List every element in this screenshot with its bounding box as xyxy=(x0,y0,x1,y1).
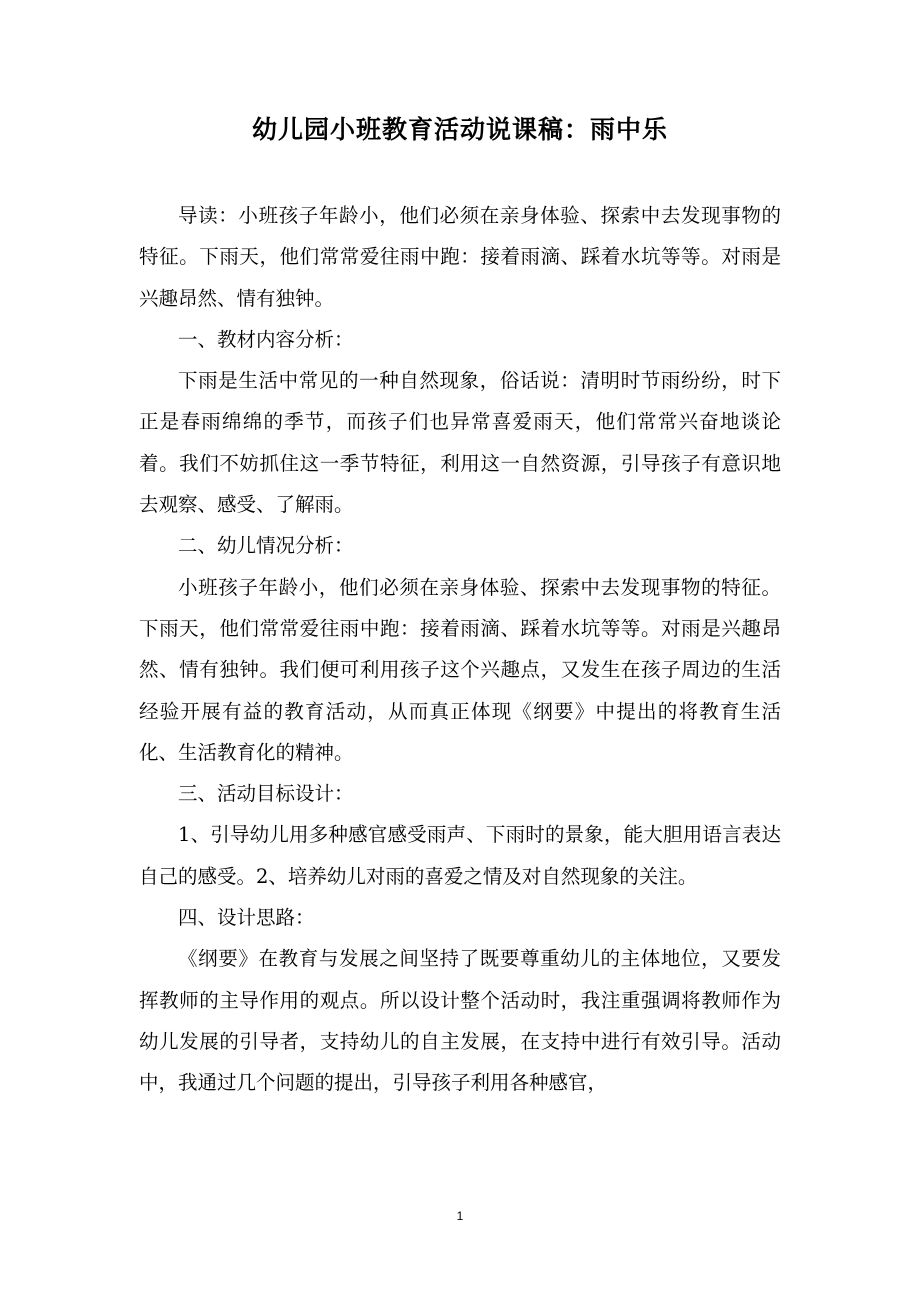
paragraph-intro: 导读：小班孩子年龄小，他们必须在亲身体验、探索中去发现事物的特征。下雨天，他们常常爱往雨中跑：接着雨滴、踩着水坑等等。对雨是兴趣昂然、情有独钟。 xyxy=(139,204,781,310)
section-heading-child-analysis: 二、幼儿情况分析： xyxy=(178,534,354,558)
page-title: 幼儿园小班教育活动说课稿：雨中乐 xyxy=(251,115,668,144)
paragraph-material-analysis: 下雨是生活中常见的一种自然现象，俗话说：清明时节雨纷纷，时下正是春雨绵绵的季节，而孩子们也异常喜爱雨天，他们常常兴奋地谈论着。我们不妨抓住这一季节特征，利用这一自然资源，引导孩子有意识地去观察、感受、了解雨。 xyxy=(139,369,781,517)
section-heading-material-analysis: 一、教材内容分析： xyxy=(178,327,354,351)
section-heading-design-ideas: 四、设计思路： xyxy=(178,906,315,930)
paragraph-child-analysis: 小班孩子年龄小，他们必须在亲身体验、探索中去发现事物的特征。下雨天，他们常常爱往雨中跑：接着雨滴、踩着水坑等等。对雨是兴趣昂然、情有独钟。我们便可利用孩子这个兴趣点，又发生在孩子周边的生活经验开展有益的教育活动，从而真正体现《纲要》中提出的将教育生活化、生活教育化的精神。 xyxy=(139,575,781,764)
page-number: 1 xyxy=(456,1209,464,1223)
document-body xyxy=(139,195,781,1104)
paragraph-design-ideas: 《纲要》在教育与发展之间坚持了既要尊重幼儿的主体地位，又要发挥教师的主导作用的观点。所以设计整个活动时，我注重强调将教师作为幼儿发展的引导者，支持幼儿的自主发展，在支持中进行有效引导。活动中，我通过几个问题的提出，引导孩子利用各种感官， xyxy=(139,947,781,1095)
paragraph-goals: 1、引导幼儿用多种感官感受雨声、下雨时的景象，能大胆用语言表达自己的感受。2、培养幼儿对雨的喜爱之情及对自然现象的关注。 xyxy=(139,823,781,888)
section-heading-goals: 三、活动目标设计： xyxy=(178,782,354,806)
